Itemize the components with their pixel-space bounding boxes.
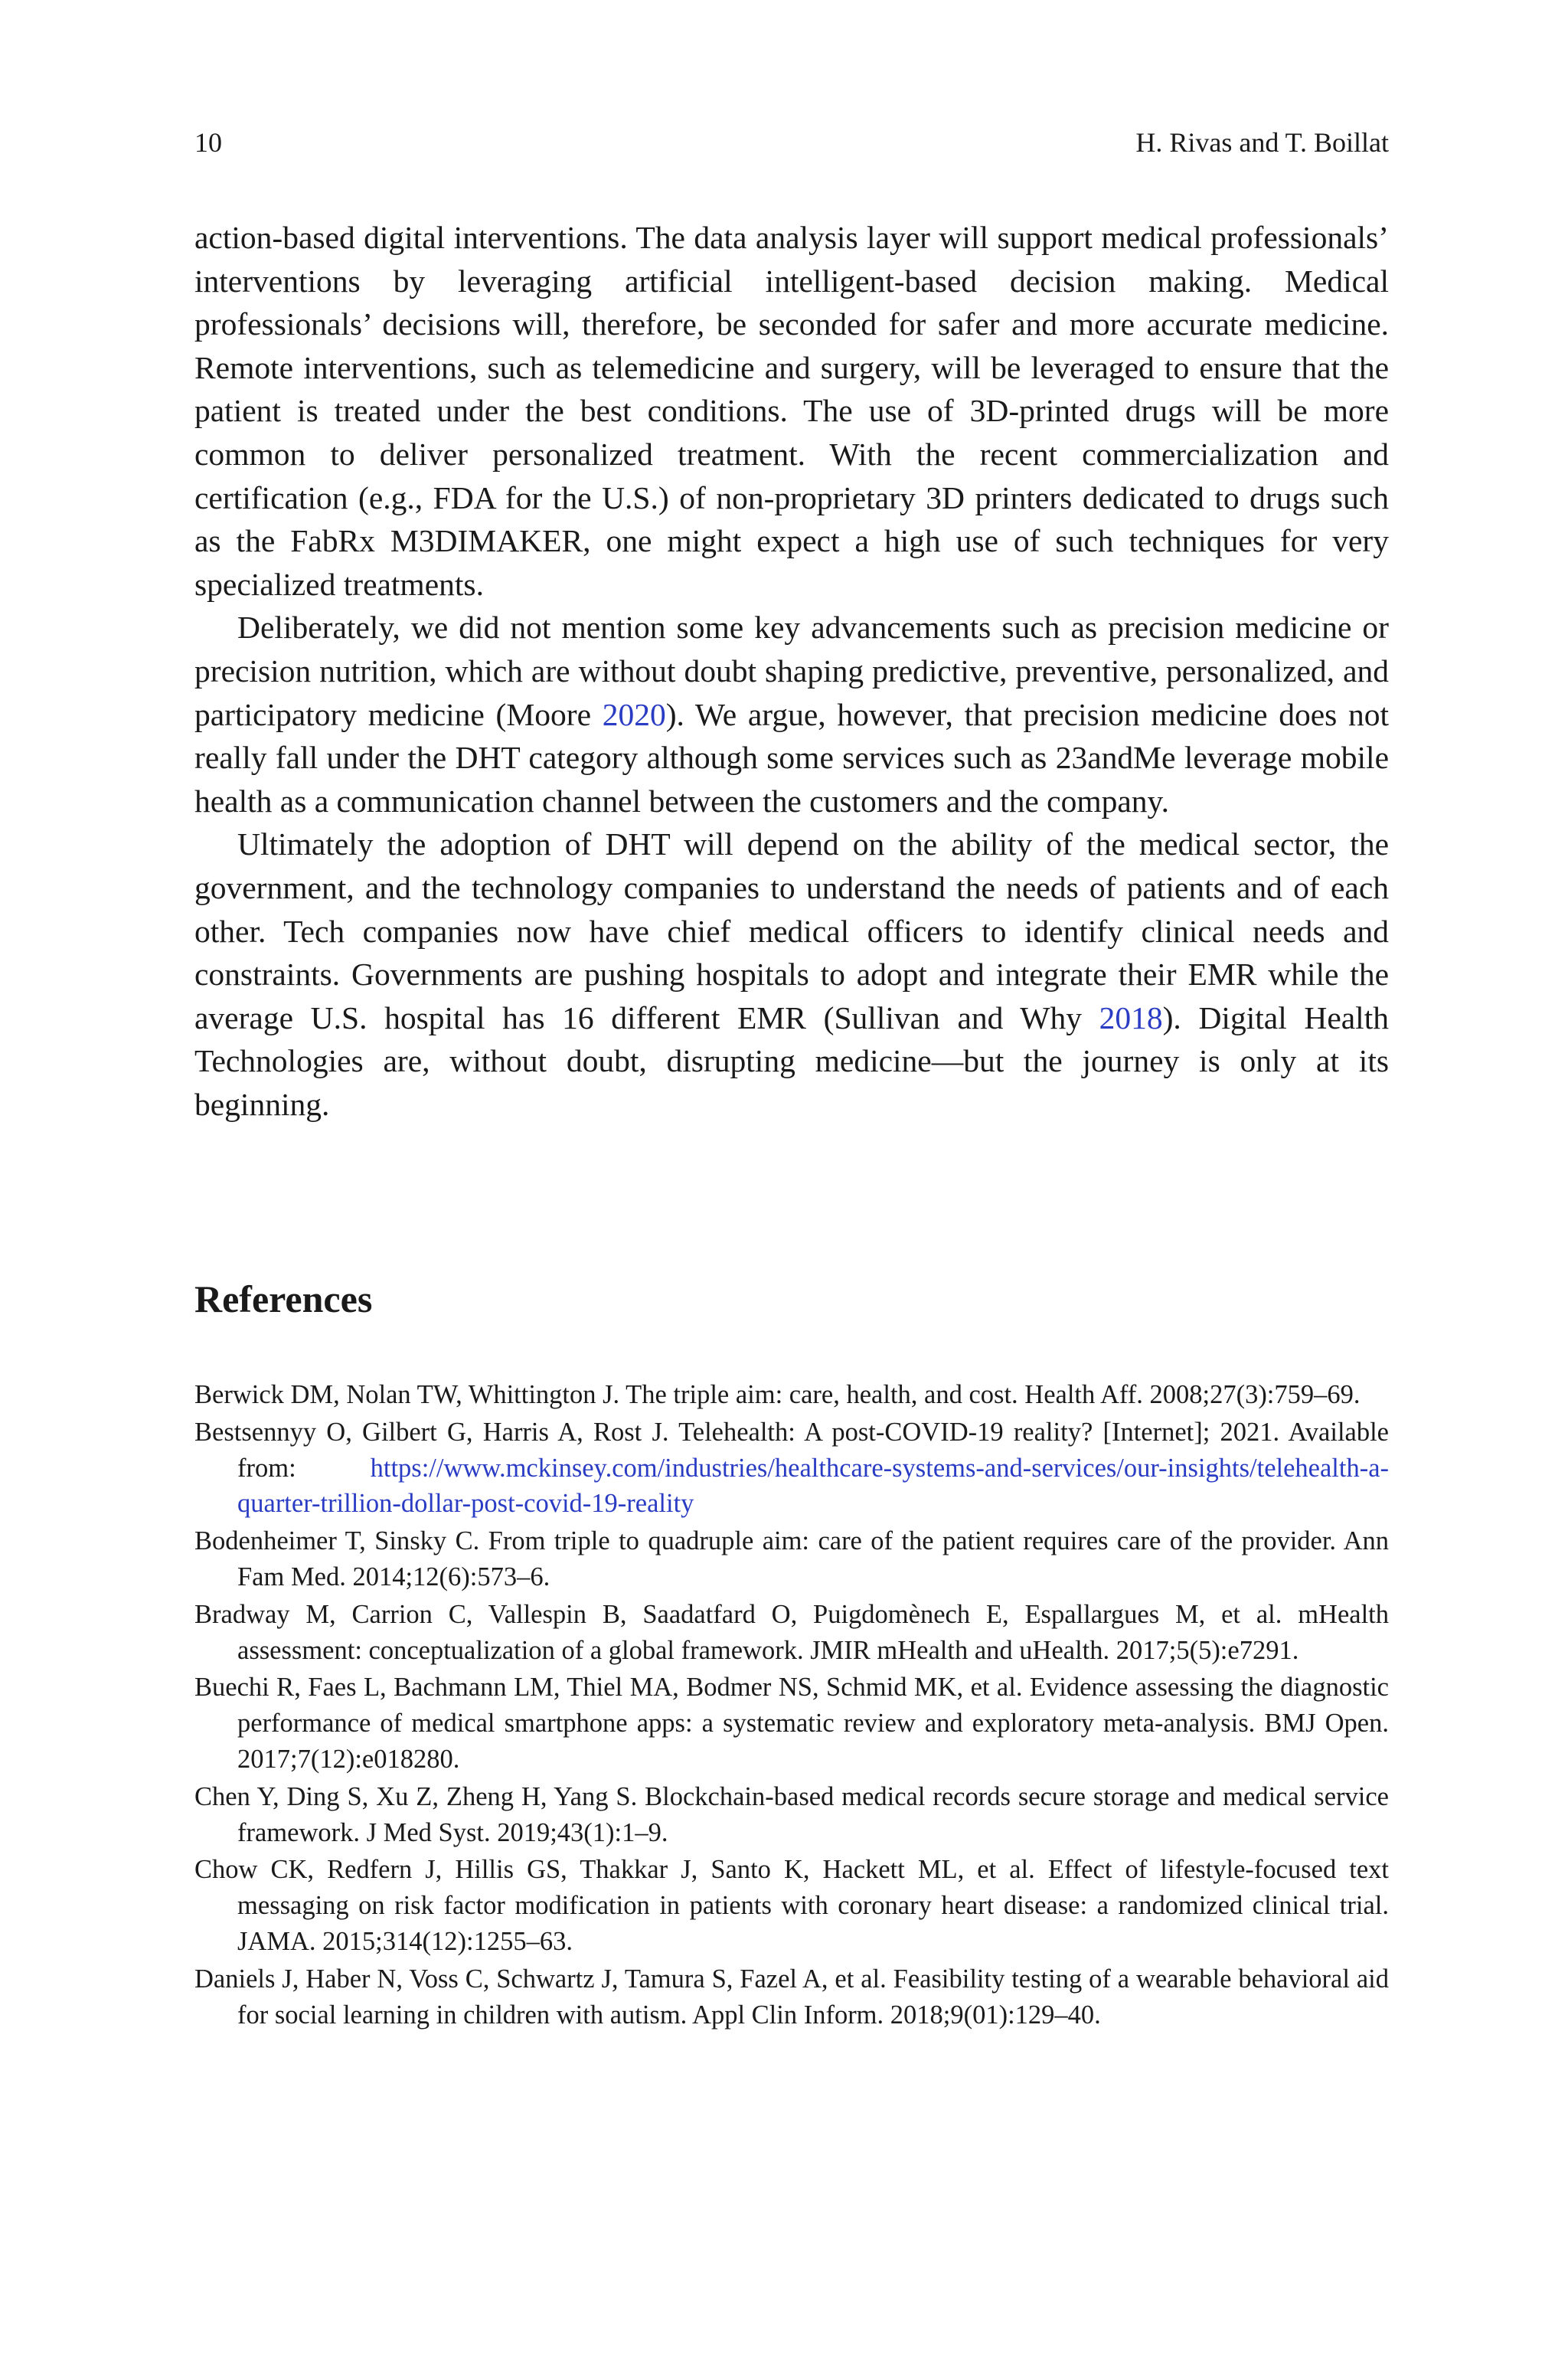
reference-item: Chen Y, Ding S, Xu Z, Zheng H, Yang S. Blockchain-based medical records secure storage and medical service framework. J Med Syst. 2019;43(1):1–9. <box>194 1781 1389 1847</box>
page-number: 10 <box>194 127 222 158</box>
running-head-authors: H. Rivas and T. Boillat <box>1135 127 1389 158</box>
paragraph-2-text-b: ). We argue, however, that precision medicine does not really fall under the DHT category although some services such as 23andMe leverage mobile health as a communication channel between the customers and the company. <box>194 696 1389 819</box>
reference-item <box>194 1415 1389 1522</box>
reference-item: Bradway M, Carrion C, Vallespin B, Saadatfard O, Puigdomènech E, Espallargues M, et al. mHealth assessment: conceptualization of a global framework. JMIR mHealth and uHealth. 2017;5(5):e7291. <box>194 1599 1389 1665</box>
citation-link-sullivan-2018[interactable]: 2018 <box>1099 999 1163 1035</box>
body-text <box>194 216 1389 1126</box>
citation-link-moore-2020[interactable]: 2020 <box>602 696 666 732</box>
reference-item: Chow CK, Redfern J, Hillis GS, Thakkar J, Santo K, Hackett ML, et al. Effect of lifestyle-focused text messaging on risk factor modification in patients with coronary heart disease: a randomized clinical trial. JAMA. 2015;314(12):1255–63. <box>194 1855 1389 1956</box>
reference-item: Daniels J, Haber N, Voss C, Schwartz J, Tamura S, Fazel A, et al. Feasibility testing of a wearable behavioral aid for social learning in children with autism. Appl Clin Inform. 2018;9(01):129–40. <box>194 1964 1389 2030</box>
reference-item: Berwick DM, Nolan TW, Whittington J. The triple aim: care, health, and cost. Health Aff. 2008;27(3):759–69. <box>194 1380 1361 1409</box>
paragraph-1: action-based digital interventions. The data analysis layer will support medical professionals’ interventions by leveraging artificial intelligent-based decision making. Medical professionals’ decisions will, therefore, be seconded for safer and more accurate medicine. Remote interventions, such as telemedicine and surgery, will be leveraged to ensure that the patient is treated under the best conditions. The use of 3D-printed drugs will be more common to deliver personalized treatment. With the recent commercialization and certification (e.g., FDA for the U.S.) of non-proprietary 3D printers dedicated to drugs such as the FabRx M3DIMAKER, one might expect a high use of such techniques for very specialized treatments. <box>194 220 1389 602</box>
reference-item: Bodenheimer T, Sinsky C. From triple to quadruple aim: care of the patient requires care of the provider. Ann Fam Med. 2014;12(6):573–6. <box>194 1526 1389 1591</box>
paragraph-2-text-a: Deliberately, we did not mention some key advancements such as precision medicine or precision nutrition, which are without doubt shaping predictive, preventive, personalized, and participatory medicine (Moore <box>194 610 1389 732</box>
paragraph-3-text-a: Ultimately the adoption of DHT will depend on the ability of the medical sector, the government, and the technology companies to understand the needs of patients and of each other. Tech companies now have chief medical officers to identify clinical needs and constraints. Governments are pushing hospitals to adopt and integrate their EMR while the average U.S. hospital has 16 different EMR (Sullivan and Why <box>194 826 1389 1035</box>
reference-list <box>194 1377 1389 2034</box>
reference-url-link[interactable]: https://www.mckinsey.com/industries/healthcare-systems-and-services/our-insights/telehealth-a-quarter-trillion-dollar-post-covid-19-reality <box>237 1453 1389 1519</box>
paragraph-3-text-b: ). Digital Health Technologies are, without doubt, disrupting medicine—but the journey is only at its beginning. <box>194 999 1389 1122</box>
references-heading: References <box>194 1277 373 1320</box>
reference-text: Bestsennyy O, Gilbert G, Harris A, Rost J. Telehealth: A post-COVID-19 reality? [Internet]; 2021. Available from: <box>194 1417 1389 1483</box>
reference-item: Buechi R, Faes L, Bachmann LM, Thiel MA, Bodmer NS, Schmid MK, et al. Evidence assessing the diagnostic performance of medical smartphone apps: a systematic review and exploratory meta-analysis. BMJ Open. 2017;7(12):e018280. <box>194 1673 1389 1774</box>
paragraph-3 <box>194 823 1389 1126</box>
paragraph-2 <box>194 606 1389 823</box>
